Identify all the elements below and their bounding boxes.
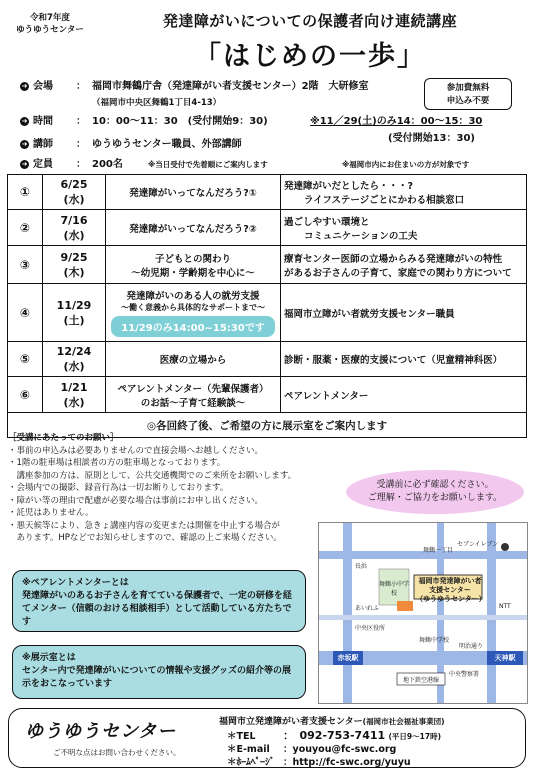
time-special-reception: (受付開始13：30) <box>388 133 475 144</box>
court-label: 舞鶴中学校 <box>419 637 450 644</box>
note-item: ・1階の駐車場は相談者の方の駐車場となっております。 <box>8 458 226 468</box>
fee-box <box>424 78 512 110</box>
session-day: (水) <box>63 360 85 373</box>
note-item: ・障がい等の理由で配慮が必要な場合は事前にお申し出ください。 <box>8 495 264 506</box>
footer-org-name: 福岡市立発達障がい者支援センター <box>219 717 363 727</box>
mentor-text: 発達障がいのあるお子さんを育てている保護者で、一定の研修を経てメンター（信頼のおける相談相手）として活動している方たちです <box>22 591 292 627</box>
web-value[interactable]: ：http://fc-swc.org/yuyu <box>283 757 411 768</box>
schedule-row <box>8 175 527 210</box>
map-label-ntt: NTT <box>499 603 511 610</box>
capacity-row: ➜ 定員 ： 200名 ※当日受付で先着順にご案内します ※福岡市内にお住まいの方が対象です <box>21 159 470 170</box>
fee-line-2: 申込み不要 <box>446 96 490 106</box>
session-date-value: 12/24 <box>56 345 92 358</box>
station-tenjin: 天神駅 <box>494 654 516 662</box>
schedule-footer: ◎各回終了後、ご希望の方に展示室をご案内します <box>8 413 527 438</box>
session-lecture-title: 診断・服薬・医療的支援について（児童精神科医） <box>284 355 503 366</box>
session-lecture-title: 福岡市立障がい者就労支援センター職員 <box>284 308 455 320</box>
time-special: ※11／29(土)のみ14：00～15：30 <box>310 116 483 127</box>
special-time-badge: 11/29のみ14:00~15:30です <box>111 316 275 337</box>
session-lecture <box>281 342 527 377</box>
session-topic <box>106 246 281 284</box>
fee-line-1: 参加費無料 <box>446 83 490 93</box>
session-day: (水) <box>63 228 85 242</box>
venue-value: 福岡市舞鶴庁舎（発達障がい者支援センター）2階 大研修室 <box>92 81 369 92</box>
session-topic <box>106 377 281 413</box>
arrow-icon: ➜ <box>21 159 28 168</box>
mentor-box <box>12 570 306 632</box>
note-item: ・事前の申込みは必要ありませんので直接会場へお越しください。 <box>8 445 264 456</box>
arrow-icon: ➜ <box>21 116 28 125</box>
notes-heading: ［受講にあたってのお願い］ <box>8 433 119 443</box>
bubble-line-2: ご理解・ご協力をお願いします。 <box>367 493 503 503</box>
web-label: ＊ﾎｰﾑﾍﾟｰｼﾞ <box>227 757 275 768</box>
session-topic <box>106 210 281 246</box>
arrow-icon: ➜ <box>21 81 28 90</box>
session-date-value: 9/25 <box>60 250 88 264</box>
footer-logo: ゆうゆうセンター <box>25 721 177 742</box>
schedule-row <box>8 246 527 284</box>
session-day: (水) <box>63 193 85 206</box>
session-lecture-sub: コミュニケーションの工夫 <box>304 230 418 242</box>
note-item: ・悪天候等により、急きょ講座内容の変更または開催を中止する場合が <box>8 520 281 531</box>
exhibit-text: センター内で発達障がいについての情報や支援グッズの紹介等の展示をおこなっています <box>22 666 292 689</box>
session-date <box>43 342 106 377</box>
session-lecture <box>281 377 527 413</box>
note-item: ・会場内での撮影、録音行為は一切お断りしております。 <box>8 483 229 493</box>
session-date <box>43 246 106 284</box>
map-center-label <box>416 577 484 604</box>
map-label-meiji: 明治通り <box>459 643 484 650</box>
session-lecture <box>281 175 527 210</box>
session-number: ① <box>8 175 43 210</box>
note-item: あります。HPなどでお知らせしますので、確認の上ご来場ください。 <box>8 533 282 543</box>
footer-mail-row <box>227 741 396 755</box>
capacity-note-2: ※福岡市内にお住まいの方が対象です <box>342 160 470 169</box>
contact-footer <box>8 708 526 768</box>
session-number: ④ <box>8 284 43 342</box>
footer-org-note: (福岡市社会福祉事業団) <box>362 717 445 726</box>
session-topic-title: 子どもとの関わり <box>154 253 231 265</box>
session-topic <box>106 342 281 377</box>
tel-label: ＊TEL <box>227 731 256 742</box>
mail-label: ＊E-mail <box>227 744 270 755</box>
lecturer-label: 講師 <box>33 139 53 150</box>
session-date <box>43 175 106 210</box>
tel-hours: (平日9～17時) <box>388 732 441 741</box>
time-row: ➜ 時間 ： 10：00～11：30 (受付開始9：30) ※11／29(土)のみ14：00～15：30 <box>21 116 483 127</box>
exhibit-title: ※展示室とは <box>22 653 76 663</box>
header-left <box>12 12 88 36</box>
session-lecture <box>281 284 527 342</box>
session-date-value: 11/29 <box>56 298 92 312</box>
footer-logo-note: ご不明な点はお問い合わせください。 <box>53 748 181 757</box>
map-label-aireffu: あいれふ <box>355 605 380 612</box>
session-lecture-title: 療育センター医師の立場からみる発達障がいの特性 <box>284 253 503 265</box>
footer-org <box>219 714 445 727</box>
arrow-icon: ➜ <box>21 139 28 148</box>
session-lecture <box>281 246 527 284</box>
session-topic-sub: のお話～子育て経験談～ <box>140 397 246 409</box>
bubble-line-1: 受講前に必ず確認ください。 <box>376 480 494 490</box>
tel-value[interactable]: ： 092-753-7411 <box>283 729 386 742</box>
year-label: 令和7年度 <box>30 13 70 23</box>
session-day: (水) <box>63 395 85 409</box>
schedule-row <box>8 210 527 246</box>
lecturer-value: ゆうゆうセンター職員、外部講師 <box>92 139 242 150</box>
venue-row: ➜ 会場 ： 福岡市舞鶴庁舎（発達障がい者支援センター）2階 大研修室 <box>21 81 369 92</box>
session-topic-title: 発達障がいってなんだろう?② <box>129 223 257 235</box>
session-topic-title: 発達障がいのある人の就労支援 <box>126 291 260 302</box>
schedule-table <box>7 174 527 438</box>
session-lecture-title: 過ごしやすい環境と <box>284 216 370 228</box>
session-lecture-sub: があるお子さんの子育て、家庭での関わり方について <box>284 267 512 279</box>
note-item: 講座参加の方は、原則として、公共交通機関でのご来所をお願いします。 <box>8 470 297 481</box>
session-topic-sub: ～幼児期・学齢期を中心に～ <box>131 267 255 279</box>
session-lecture <box>281 210 527 246</box>
map-label-seven: セブンイレブン <box>457 541 499 548</box>
session-date <box>43 377 106 413</box>
session-date <box>43 210 106 246</box>
session-topic <box>106 175 281 210</box>
session-day: (木) <box>63 265 85 279</box>
session-topic <box>106 284 281 342</box>
session-lecture-title: ペアレントメンター <box>284 390 369 402</box>
session-number: ② <box>8 210 43 246</box>
session-number: ⑥ <box>8 377 43 413</box>
note-item: ・託児はありません。 <box>8 508 94 518</box>
session-lecture-title: 発達障がいだとしたら・・・? <box>284 181 414 192</box>
exhibit-box <box>12 645 306 699</box>
mail-value[interactable]: ：youyou@fc-swc.org <box>283 744 397 755</box>
map-center-label-2: （ゆうゆうセンター） <box>416 595 486 603</box>
session-day: (土) <box>63 313 85 327</box>
map-label-ward: 中央区役所 <box>355 625 386 632</box>
session-date-value: 6/25 <box>60 178 88 191</box>
capacity-value: 200名 <box>92 159 123 170</box>
confirm-bubble <box>346 470 524 514</box>
map-center-label-1: 福岡市発達障がい者支援センター <box>418 577 482 594</box>
schedule-row <box>8 342 527 377</box>
session-topic-title: 発達障がいってなんだろう?① <box>129 188 257 199</box>
session-date-value: 1/21 <box>60 380 88 394</box>
access-map <box>318 522 528 704</box>
session-lecture-sub: ライフステージごとにかわる相談窓口 <box>304 195 465 206</box>
session-date-value: 7/16 <box>60 213 88 227</box>
session-number: ③ <box>8 246 43 284</box>
session-number: ⑤ <box>8 342 43 377</box>
school-label: 舞鶴小中学校 <box>379 581 410 597</box>
footer-web-row <box>227 754 411 768</box>
session-topic-title: ペアレントメンター（先輩保護者） <box>117 383 269 395</box>
notes-section <box>8 432 338 545</box>
station-akasaka: 赤坂駅 <box>337 654 359 662</box>
subtitle: 発達障がいについての保護者向け連続講座 <box>162 12 458 30</box>
subway-label: 地下鉄空港線 <box>402 677 439 684</box>
org-label: ゆうゆうセンター <box>16 25 84 35</box>
session-date <box>43 284 106 342</box>
police-label: 中央警察署 <box>449 671 480 678</box>
capacity-label: 定員 <box>33 159 53 170</box>
capacity-note-1: ※当日受付で先着順にご案内します <box>148 160 268 169</box>
time-label: 時間 <box>33 116 53 127</box>
session-topic-sub: ～働く意義から具体的なサポートまで～ <box>121 303 265 312</box>
venue-label: 会場 <box>33 81 53 92</box>
schedule-row <box>8 284 527 342</box>
schedule-row <box>8 377 527 413</box>
map-label-maizuru: 舞鶴一丁目 <box>423 547 454 554</box>
session-topic-title: 医療の立場から <box>159 355 227 366</box>
venue-address: （福岡市中央区舞鶴1丁目4-13） <box>92 98 222 108</box>
map-label-nagahama: 長浜 <box>355 563 368 570</box>
mentor-title: ※ペアレントメンターとは <box>22 578 129 588</box>
time-value: 10：00～11：30 (受付開始9：30) <box>92 116 268 127</box>
lecturer-row: ➜ 講師 ： ゆうゆうセンター職員、外部講師 <box>21 139 242 150</box>
main-title: 「はじめの一歩」 <box>194 41 426 72</box>
